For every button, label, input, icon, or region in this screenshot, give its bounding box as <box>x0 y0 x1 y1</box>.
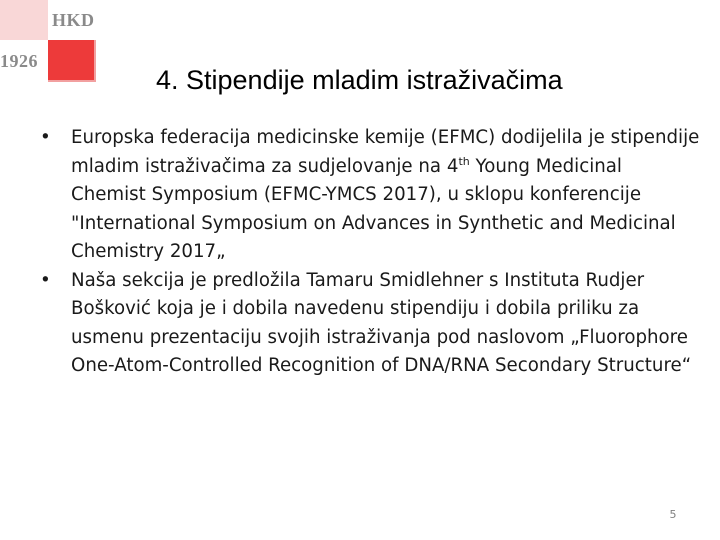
ordinal-suffix: th <box>458 154 470 168</box>
logo-text: HKD <box>52 10 95 30</box>
slide-title: 4. Stipendije mladim istraživačima <box>156 65 563 95</box>
bullet-item-efmc <box>40 124 700 267</box>
bullet-dot: • <box>40 269 51 291</box>
bullet-dot: • <box>40 127 51 148</box>
bullet-item-section <box>40 267 700 381</box>
bullet-text-part: Young Medicinal Chemist Symposium (EFMC-YMCS 2017), u sklopu konferencije "International Symposium on Advances in Synthetic and Medicinal Chemistry 2017„ <box>71 155 676 262</box>
page-number: 5 <box>669 508 677 521</box>
logo-square-dark <box>48 40 94 80</box>
logo-year: 1926 <box>0 51 38 71</box>
bullet-list <box>40 124 700 381</box>
bullet-text: Naša sekcija je predložila Tamaru Smidlehner s Instituta Rudjer Bošković koja je i dobila navedenu stipendiju i dobila priliku za usmenu prezentaciju svojih istraživanja pod naslovom „Fluorophore One-Atom-Controlled Recognition of DNA/RNA Secondary Structure“ <box>71 269 692 376</box>
hkd-logo <box>0 0 96 82</box>
logo-square-light <box>0 0 48 40</box>
bullet-text-part: Europska federacija medicinske kemije (EFMC) dodijelila je stipendije mladim istraživačima za sudjelovanje na 4 <box>71 127 700 177</box>
